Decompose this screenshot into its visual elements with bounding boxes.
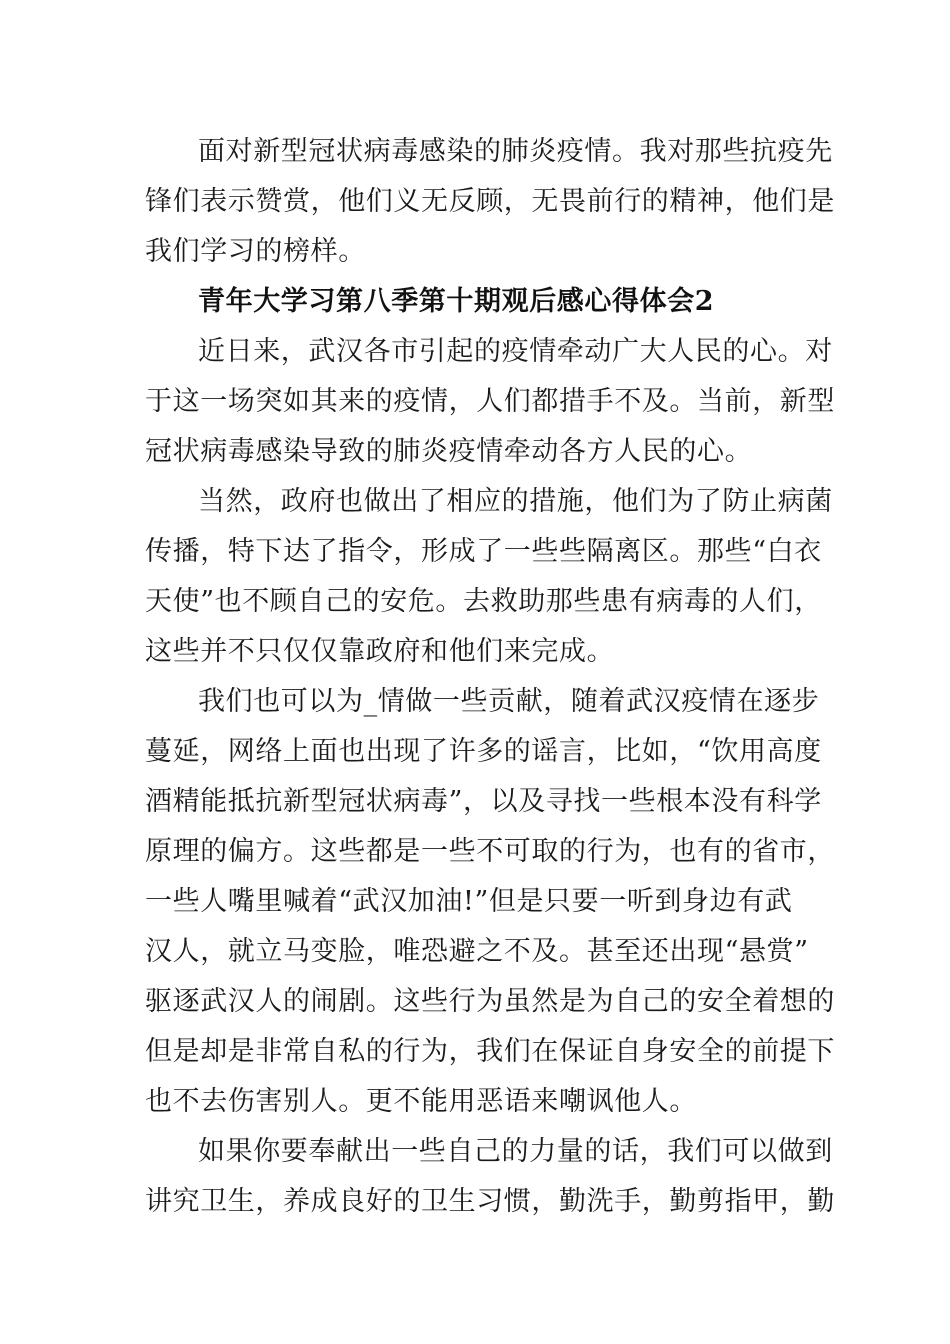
paragraph-4-line-5: 一些人嘴里喊着“武汉加油!”但是只要一听到身边有武: [145, 886, 793, 917]
paragraph-2-line-2: 于这一场突如其来的疫情，人们都措手不及。当前，新型: [145, 386, 835, 417]
paragraph-4-line-7: 驱逐武汉人的闹剧。这些行为虽然是为自己的安全着想的: [145, 986, 835, 1017]
paragraph-4-line-8: 但是却是非常自私的行为，我们在保证自身安全的前提下: [145, 1036, 835, 1067]
paragraph-1-line-2: 锋们表示赞赏，他们义无反顾，无畏前行的精神，他们是: [145, 186, 835, 217]
paragraph-5-line-1: 如果你要奉献出一些自己的力量的话，我们可以做到: [198, 1136, 833, 1167]
paragraph-3-line-4: 这些并不只仅仅靠政府和他们来完成。: [145, 636, 615, 667]
paragraph-1-line-3: 我们学习的榜样。: [145, 236, 366, 267]
paragraph-5-line-2: 讲究卫生，养成良好的卫生习惯，勤洗手，勤剪指甲，勤: [145, 1186, 835, 1217]
paragraph-4-line-3: 酒精能抵抗新型冠状病毒”，以及寻找一些根本没有科学: [145, 786, 822, 817]
paragraph-4-line-9: 也不去伤害别人。更不能用恶语来嘲讽他人。: [145, 1086, 697, 1117]
paragraph-1-line-1: 面对新型冠状病毒感染的肺炎疫情。我对那些抗疫先: [198, 136, 833, 167]
paragraph-2-line-3: 冠状病毒感染导致的肺炎疫情牵动各方人民的心。: [145, 436, 753, 467]
paragraph-3-line-3: 天使”也不顾自己的安危。去救助那些患有病毒的人们，: [145, 586, 822, 617]
paragraph-2-line-1: 近日来，武汉各市引起的疫情牵动广大人民的心。对: [198, 336, 833, 367]
paragraph-4-line-4: 原理的偏方。这些都是一些不可取的行为，也有的省市，: [145, 836, 835, 867]
paragraph-4-line-6: 汉人，就立马变脸，唯恐避之不及。甚至还出现“悬赏”: [145, 936, 809, 967]
paragraph-4-line-1: 我们也可以为_情做一些贡献，随着武汉疫情在逐步: [198, 686, 820, 717]
paragraph-3-line-2: 传播，特下达了指令，形成了一些些隔离区。那些“白衣: [145, 536, 822, 567]
paragraph-3-line-1: 当然，政府也做出了相应的措施，他们为了防止病菌: [198, 486, 833, 517]
section-heading: 青年大学习第八季第十期观后感心得体会2: [198, 286, 715, 317]
paragraph-4-line-2: 蔓延，网络上面也出现了许多的谣言，比如，“饮用高度: [145, 736, 822, 767]
